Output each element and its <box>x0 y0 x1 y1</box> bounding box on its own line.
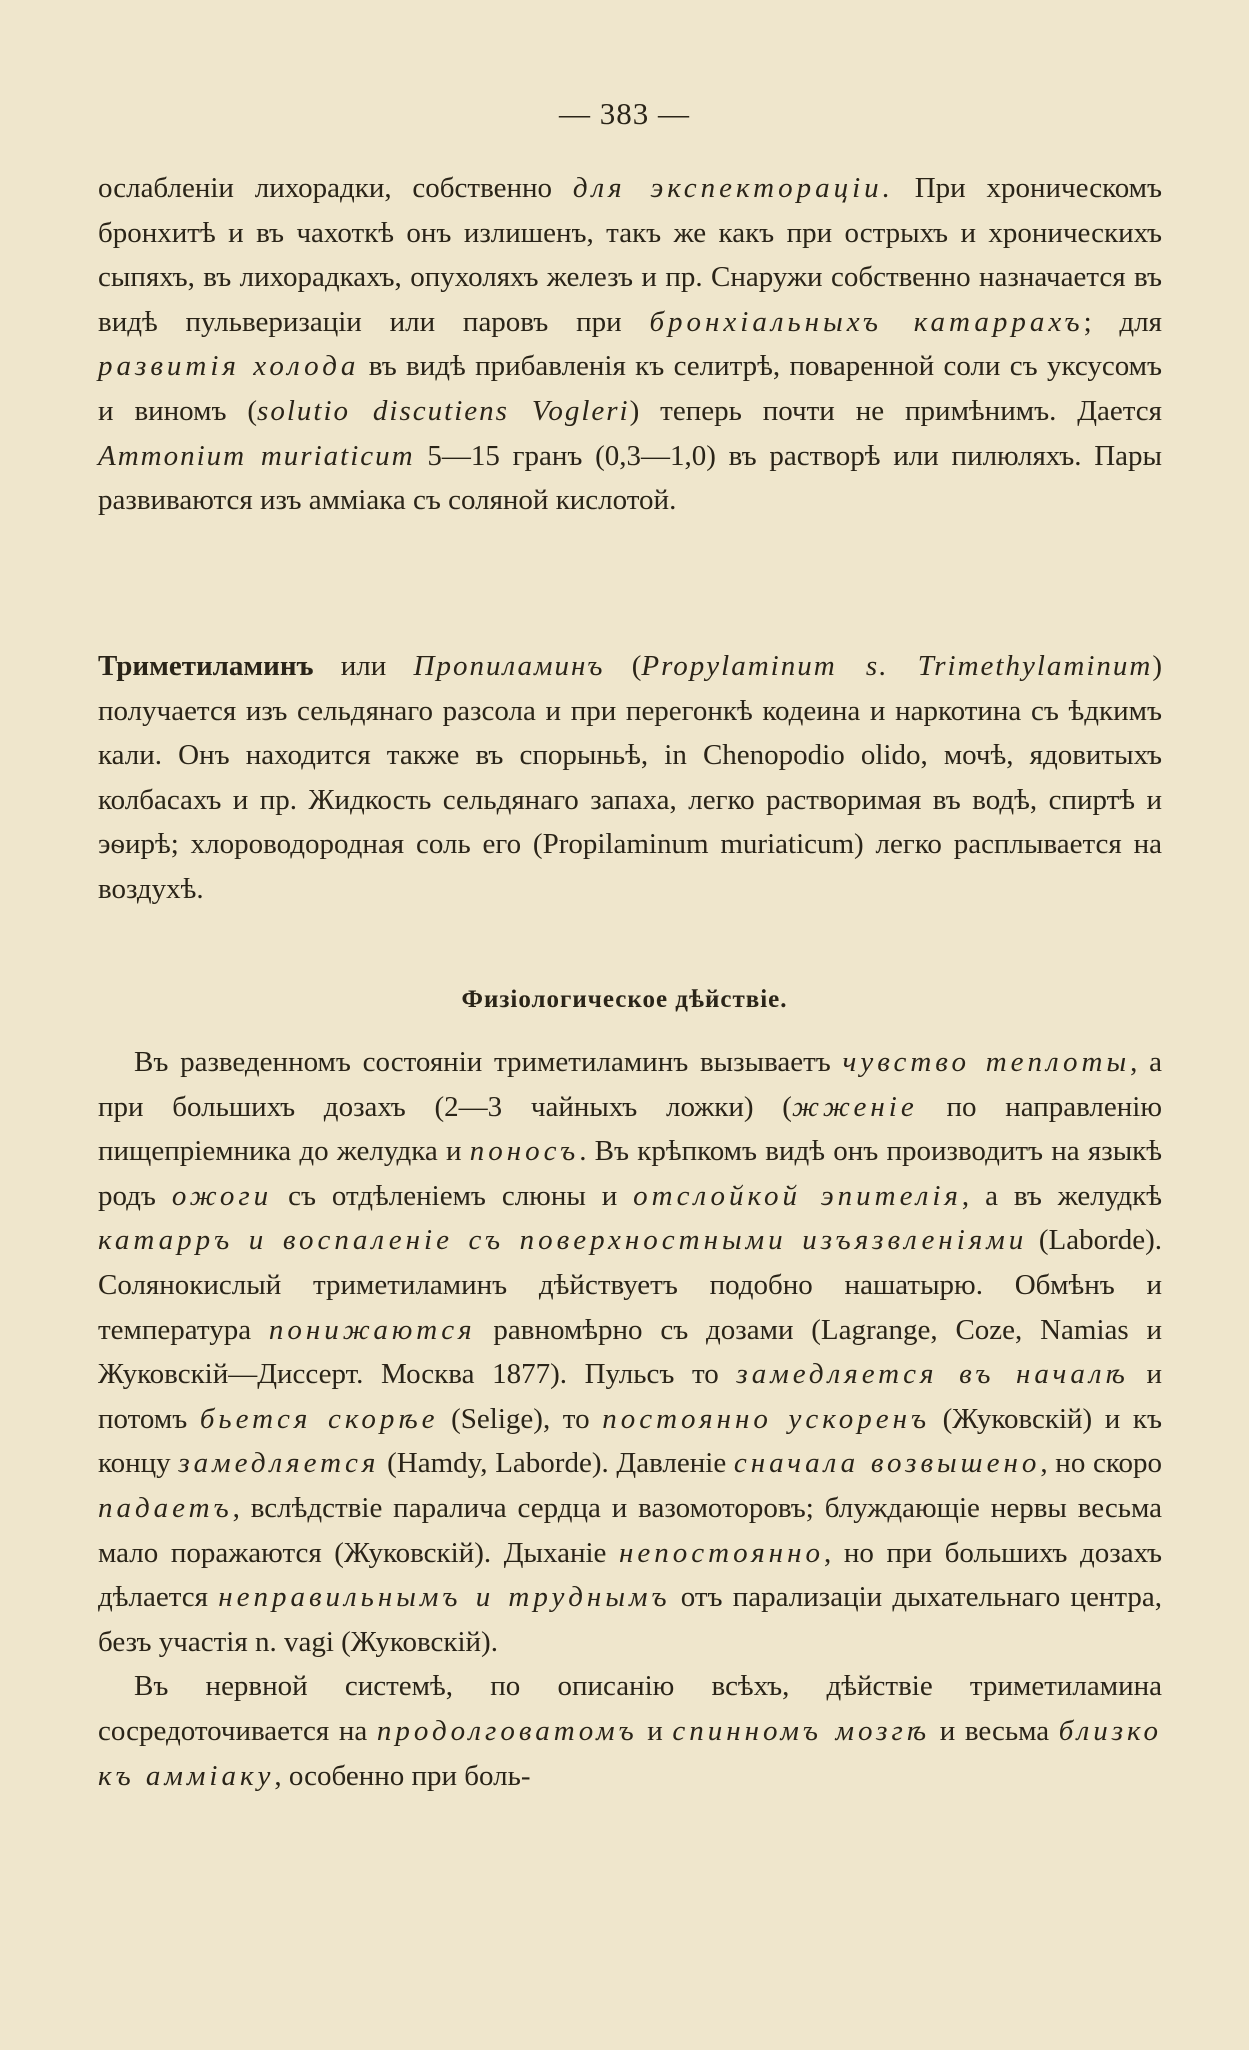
text-run: ) теперь почти не примѣнимъ. Дается <box>629 394 1162 427</box>
emphasis-run: отслойкой эпителiя <box>633 1179 962 1212</box>
text-run: , но скоро <box>1040 1447 1162 1480</box>
text-run: отъ парализацiи дыхательнаго центра, безъ участiя n. vagi (Жуковскiй). <box>98 1581 1162 1658</box>
text-run: и потомъ <box>98 1358 1162 1435</box>
emphasis-run: неправильнымъ и труднымъ <box>218 1581 671 1614</box>
text-run: , вслѣдствiе паралича сердца и вазомоторовъ; блуждающiе нервы весьма мало поражаются (Жуковскiй). Дыханiе <box>98 1491 1162 1569</box>
text-run: , а при большихъ дозахъ (2—3 чайныхъ ложки) ( <box>98 1046 1162 1123</box>
emphasis-run: замедляется въ началѣ <box>736 1358 1129 1391</box>
text-run: Въ разведенномъ состояніи триметиламинъ вызываетъ <box>134 1046 843 1078</box>
text-run: (Laborde). Солянокислый триметиламинъ дѣйствуетъ подобно нашатырю. Обмѣнъ и температура <box>98 1224 1162 1346</box>
paragraph-physiology <box>98 1040 1162 1798</box>
text-run: равномѣрно съ дозами (Lagrange, Coze, Namias и Жуковскiй—Диссерт. Москва 1877). Пульсъ то <box>98 1313 1162 1391</box>
emphasis-run: катарръ и воспаленiе съ поверхностными изъязвленiями <box>98 1224 1028 1257</box>
emphasis-run: чувство теплоты <box>842 1046 1131 1078</box>
text-run: съ отдѣленiемъ слюны и <box>272 1179 634 1212</box>
text-run: . Въ крѣпкомъ видѣ онъ производитъ на языкѣ родъ <box>98 1135 1163 1212</box>
emphasis-run: спинномъ мозгѣ <box>672 1714 931 1747</box>
emphasis-run: замедляется <box>178 1447 380 1480</box>
text-run: и <box>637 1714 673 1747</box>
page-number: — 383 — <box>559 96 690 131</box>
emphasis-run: бронхiальныхъ катаррахъ <box>649 305 1084 338</box>
emphasis-run: для экспекторацiи. <box>572 172 894 204</box>
text-run: по направленiю пищепрiемника до желудка и <box>98 1090 1162 1168</box>
text-run: ( <box>604 650 642 682</box>
emphasis-run: близко къ амміаку <box>98 1714 1162 1792</box>
latin-term: Пропиламинъ <box>413 650 605 682</box>
emphasis-run: поносъ <box>469 1135 580 1168</box>
text-run: (Hamdy, Laborde). Давленiе <box>379 1447 734 1480</box>
text-run: , но при большихъ дозахъ дѣлается <box>98 1536 1162 1614</box>
latin-term: Ammonium muriaticum <box>98 439 415 472</box>
emphasis-run: понижаются <box>268 1313 476 1346</box>
text-run: Въ нервной системѣ, по описанiю всѣхъ, дѣйствiе триметиламина сосредоточивается на <box>98 1670 1162 1747</box>
text-run: , а въ желудкѣ <box>961 1179 1162 1212</box>
latin-term: solutio discutiens Vogleri <box>257 394 630 427</box>
term-title: Триметиламинъ <box>98 650 314 682</box>
text-run: ) получается изъ сельдянаго разсола и при перегонкѣ кодеина и наркотина съ ѣдкимъ кали. Онъ находится также въ спорыньѣ, in Chenopodio olido, мочѣ, ядовитыхъ колбасахъ и пр. Жидкость сельдянаго запаха, легко растворимая въ водѣ, спиртѣ и эѳирѣ; хлороводородная соль его (Propilaminum muriaticum) легко расплывается на воздухѣ. <box>98 650 1162 905</box>
section-heading: Физiологическое дѣйствіе. <box>461 986 788 1013</box>
emphasis-run: развитiя холода <box>98 350 360 383</box>
text-run: 5—15 гранъ (0,3—1,0) въ растворѣ или пилюляхъ. Пары развиваются изъ амміака съ соляной кислотой. <box>98 439 1162 517</box>
paragraph-trimethylamine <box>98 644 1162 912</box>
emphasis-run: сначала возвышено <box>733 1447 1041 1480</box>
text-run: ослабленіи лихорадки, собственно <box>98 172 573 204</box>
paragraph-ammonium <box>98 166 1162 523</box>
emphasis-run: бьется скорѣе <box>199 1402 439 1435</box>
emphasis-run: продолговатомъ <box>376 1714 638 1747</box>
emphasis-run: постоянно ускоренъ <box>602 1402 931 1435</box>
emphasis-run: падаетъ <box>98 1491 233 1524</box>
emphasis-run: жженiе <box>791 1090 918 1123</box>
text-run: въ видѣ прибавленiя къ селитрѣ, поваренной соли съ уксусомъ и виномъ ( <box>98 350 1162 427</box>
emphasis-run: ожоги <box>171 1179 273 1212</box>
text-run: При хроническомъ бронхитѣ и въ чахоткѣ онъ излишенъ, такъ же какъ при острыхъ и хроническихъ сыпяхъ, въ лихорадкахъ, опухоляхъ железъ и пр. Снаружи собственно назначается въ видѣ пульверизацiи или паровъ при <box>98 172 1162 338</box>
text-run: (Selige), то <box>438 1402 603 1435</box>
latin-term: Propylaminum s. Trimethylaminum <box>641 650 1153 682</box>
text-run: и весьма <box>930 1714 1059 1747</box>
text-run: , особенно при боль- <box>274 1759 531 1792</box>
emphasis-run: непостоянно <box>619 1536 824 1569</box>
text-run: (Жуковскiй) и къ концу <box>98 1402 1162 1480</box>
text-run: ; для <box>1083 305 1162 338</box>
text-run: или <box>313 650 414 682</box>
